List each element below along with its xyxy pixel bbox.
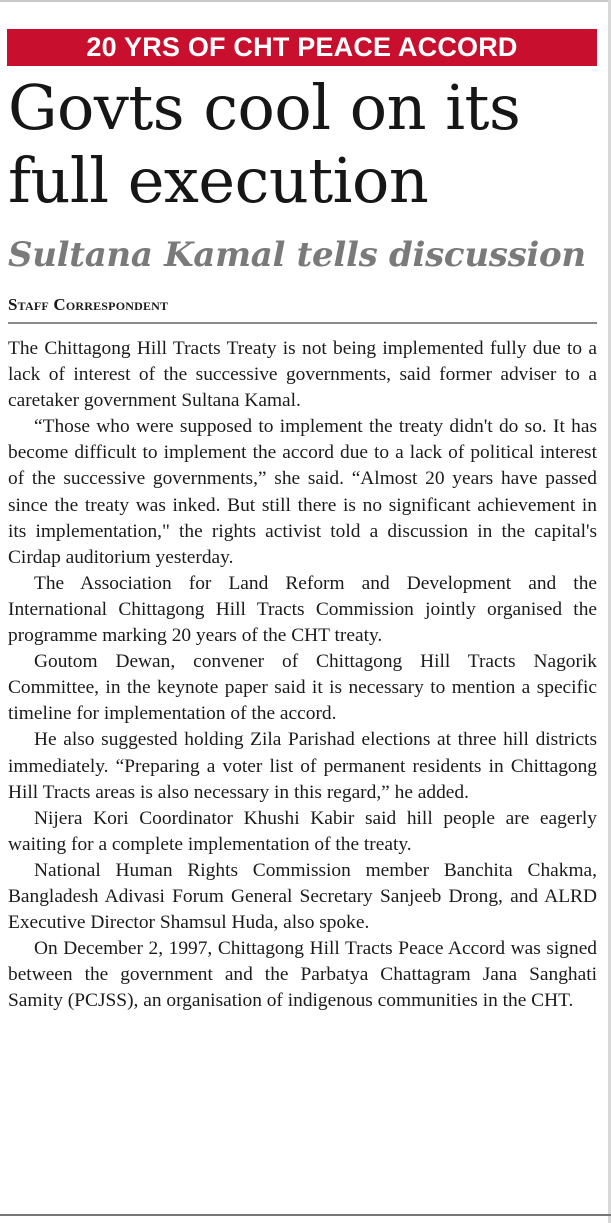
section-kicker-banner: 20 YRS OF CHT PEACE ACCORD — [7, 29, 597, 66]
article-body — [8, 336, 597, 1014]
top-border — [0, 0, 611, 2]
article-paragraph: Goutom Dewan, convener of Chittagong Hill Tracts Nagorik Committee, in the keynote paper said it is necessary to mention a specific timeline for implementation of the accord. — [8, 651, 597, 725]
article-paragraph: National Human Rights Commission member Banchita Chakma, Bangladesh Adivasi Forum General Secretary Sanjeeb Drong, and ALRD Executive Director Shamsul Huda, also spoke. — [8, 859, 597, 934]
article-paragraph: The Chittagong Hill Tracts Treaty is not being implemented fully due to a lack of interest of the successive governments, said former adviser to a caretaker government Sultana Kamal. — [8, 338, 597, 412]
byline-divider — [8, 322, 597, 324]
article-subheadline: Sultana Kamal tells discussion — [8, 235, 586, 275]
article-paragraph: The Association for Land Reform and Development and the International Chittagong Hill Tracts Commission jointly organised the programme marking 20 years of the CHT treaty. — [8, 572, 597, 647]
article-byline: Staff Correspondent — [8, 295, 169, 314]
article-paragraph: Nijera Kori Coordinator Khushi Kabir said hill people are eagerly waiting for a complete implementation of the treaty. — [8, 807, 597, 855]
article-paragraph: He also suggested holding Zila Parishad elections at three hill districts immediately. “Preparing a voter list of permanent residents in Chittagong Hill Tracts areas is also necessary in this regard,” he added. — [8, 729, 597, 803]
article-paragraph: “Those who were supposed to implement the treaty didn't do so. It has become difficult to implement the accord due to a lack of political interest of the successive governments,” she said. “Almost 20 years have passed since the treaty was inked. But still there is no significant achievement in its implementation," the rights activist told a discussion in the capital's Cirdap auditorium yesterday. — [8, 416, 597, 568]
article-paragraph: On December 2, 1997, Chittagong Hill Tracts Peace Accord was signed between the government and the Parbatya Chattagram Jana Sanghati Samity (PCJSS), an organisation of indigenous communities in the CHT. — [8, 938, 597, 1012]
bottom-border — [0, 1214, 611, 1216]
article-headline: Govts cool on its full execution — [8, 71, 521, 217]
